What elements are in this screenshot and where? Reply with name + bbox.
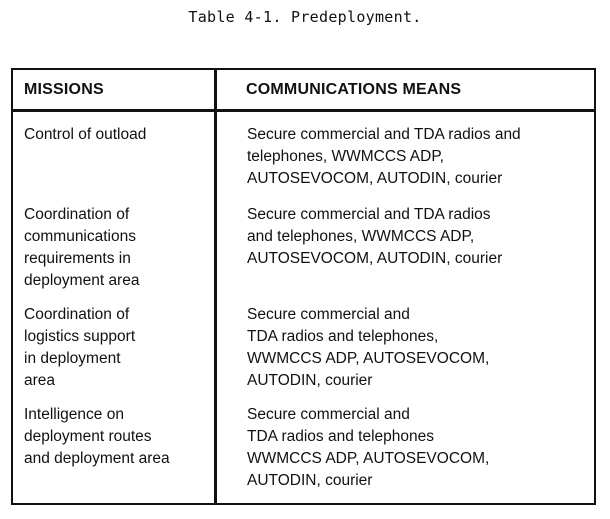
means-cell: Secure commercial and TDA radios and telephones WWMCCS ADP, AUTOSEVOCOM, AUTODIN, courier — [247, 406, 490, 489]
mission-cell: Intelligence on deployment routes and deployment area — [24, 406, 170, 467]
mission-cell: Coordination of logistics support in deployment area — [24, 306, 136, 389]
header-missions: MISSIONS — [24, 81, 104, 98]
table-header-row — [13, 70, 594, 112]
column-divider — [214, 70, 217, 503]
means-cell: Secure commercial and TDA radios and telephones, WWMCCS ADP, AUTOSEVOCOM, AUTODIN, courier — [247, 126, 521, 187]
predeployment-table — [11, 68, 596, 505]
mission-cell: Coordination of communications requirements in deployment area — [24, 206, 140, 289]
mission-cell: Control of outload — [24, 126, 147, 143]
means-cell: Secure commercial and TDA radios and telephones, WWMCCS ADP, AUTOSEVOCOM, AUTODIN, courier — [247, 306, 490, 389]
header-communications-means: COMMUNICATIONS MEANS — [246, 81, 462, 98]
table-caption: Table 4-1. Predeployment. — [188, 8, 422, 26]
means-cell: Secure commercial and TDA radios and telephones, WWMCCS ADP, AUTOSEVOCOM, AUTODIN, courier — [247, 206, 503, 267]
